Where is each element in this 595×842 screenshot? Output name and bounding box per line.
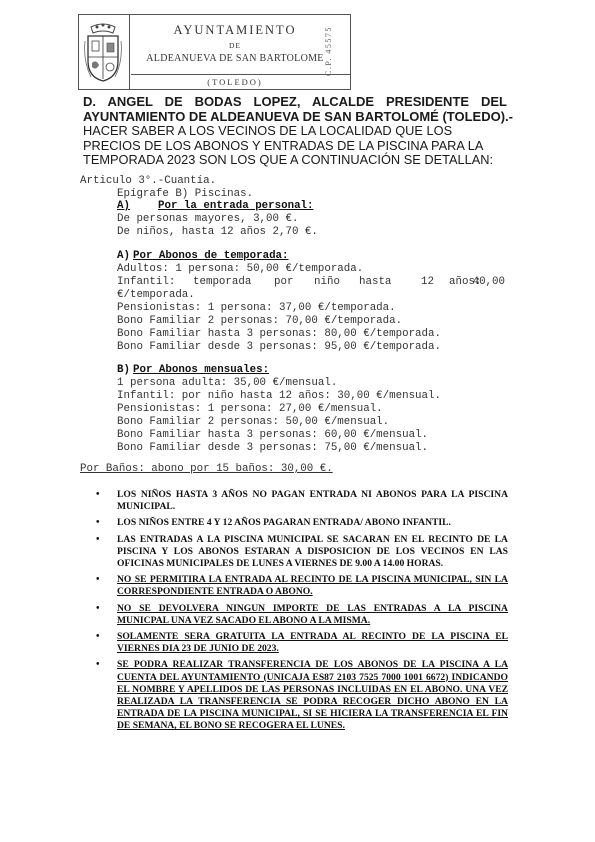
section-temporada-letter: A) (117, 250, 130, 262)
mensual-line: Bono Familiar hasta 3 personas: 60,00 €/mensual. (117, 429, 429, 441)
coat-of-arms-icon (83, 21, 123, 83)
notes-list-item-text: LAS ENTRADAS A LA PISCINA MUNICIPAL SE SACARAN EN EL RECINTO DE LA PISCINA Y LOS ABONOS ESTARAN A DISPOSICION DE LOS VECINOS EN LAS OFICINAS MUNICIPALES DE LUNES A VIERNES DE 9.00 A 14.00 HORAS. (117, 533, 508, 570)
temporada-infantil-word: temporada (193, 276, 252, 288)
temporada-line: Bono Familiar hasta 3 personas: 80,00 €/temporada. (117, 328, 441, 340)
banos-line: Por Baños: abono por 15 baños: 30,00 €. (80, 463, 333, 475)
temporada-line: €/temporada. (117, 289, 195, 301)
header-line-2: AYUNTAMIENTO DE ALDEANUEVA DE SAN BARTOLOMÉ (TOLEDO).- (83, 109, 513, 124)
mensual-line: 1 persona adulta: 35,00 €/mensual. (117, 377, 338, 389)
temporada-infantil-word: 40,00 (472, 276, 505, 288)
temporada-infantil-word: por (274, 276, 294, 288)
temporada-line: Adultos: 1 persona: 50,00 €/temporada. (117, 263, 364, 275)
mensual-line: Bono Familiar desde 3 personas: 75,00 €/mensual. (117, 442, 429, 454)
letterhead-title: AYUNTAMIENTO (173, 23, 297, 37)
notes-list-item (96, 517, 508, 529)
notes-list-item (96, 631, 508, 655)
notes-list-item (96, 534, 508, 571)
bullet-icon: • (96, 602, 100, 614)
bullet-icon: • (96, 659, 100, 671)
notes-list-item-text: NO SE PERMITIRA LA ENTRADA AL RECINTO DE LA PISCINA MUNICIPAL, SIN LA CORRESPONDIENTE ENTRADA O ABONO. (117, 574, 508, 598)
bullet-icon: • (96, 631, 100, 643)
letterhead-divider (129, 15, 130, 89)
notes-list (96, 489, 508, 737)
bullet-icon: • (96, 489, 100, 500)
section-a-letter: A) (117, 200, 130, 212)
section-mensual-title: Por Abonos mensuales: (133, 364, 270, 376)
notes-list-item-text: LOS NIÑOS ENTRE 4 Y 12 AÑOS PAGARAN ENTRADA/ ABONO INFANTIL. (117, 517, 451, 529)
letterhead-town: ALDEANUEVA DE SAN BARTOLOME (146, 53, 324, 64)
notes-list-item (96, 574, 508, 598)
section-a-line: De niños, hasta 12 años 2,70 €. (117, 226, 318, 238)
section-temporada-title: Por Abonos de temporada: (133, 250, 289, 262)
mensual-line: Bono Familiar 2 personas: 50,00 €/mensual. (117, 416, 390, 428)
temporada-line: Pensionistas: 1 persona: 37,00 €/temporada. (117, 302, 396, 314)
letterhead-province: (TOLEDO) (207, 77, 263, 87)
notes-list-item-text: LOS NIÑOS HASTA 3 AÑOS NO PAGAN ENTRADA NI ABONOS PARA LA PISCINA MUNICIPAL. (117, 489, 508, 513)
letterhead-de: DE (229, 41, 241, 50)
letterhead (78, 14, 351, 90)
notes-list-item-text: SE PODRA REALIZAR TRANSFERENCIA DE LOS ABONOS DE LA PISCINA A LA CUENTA DEL AYUNTAMIENTO (UNICAJA ES87 2103 7525 7000 1001 6672) INDICANDO EL NOMBRE Y APELLIDOS DE LAS PERSONAS INCLUIDAS EN EL ABONO. UNA VEZ REALIZADA LA TRANSFERENCIA SE PODRA RECOGER DICHO ABONO EN LA ENTRADA DE LA PISCINA MUNICIPAL, SI SE HICIERA LA TRANSFERENCIA EL FIN DE SEMANA, EL BONO SE RECOGERA EL LUNES. (117, 659, 508, 732)
section-a-title: Por la entrada personal: (158, 200, 314, 212)
temporada-line: Bono Familiar 2 personas: 70,00 €/temporada. (117, 315, 403, 327)
temporada-infantil-word: Infantil: (117, 276, 176, 288)
header-line-1: D. ANGEL DE BODAS LOPEZ, ALCALDE PRESIDENTE DEL (83, 94, 507, 109)
bullet-icon: • (96, 574, 100, 586)
notes-list-item (96, 489, 508, 513)
articulo: Articulo 3°.-Cuantía. (80, 175, 217, 187)
mensual-line: Pensionistas: 1 persona: 27,00 €/mensual. (117, 403, 383, 415)
notes-list-item (96, 603, 508, 627)
temporada-infantil-word: niño (314, 276, 340, 288)
temporada-infantil-word: 12 (421, 276, 434, 288)
mensual-line: Infantil: por niño hasta 12 años: 30,00 €/mensual. (117, 390, 441, 402)
section-mensual-letter: B) (117, 364, 130, 376)
header-body: HACER SABER A LOS VECINOS DE LA LOCALIDAD QUE LOS PRECIOS DE LOS ABONOS Y ENTRADAS DE LA PISCINA PARA LA TEMPORADA 2023 SON LOS QUE A CONTINUACIÓN SE DETALLAN: (83, 123, 494, 167)
temporada-line: Bono Familiar desde 3 personas: 95,00 €/temporada. (117, 341, 441, 353)
section-a-line: De personas mayores, 3,00 €. (117, 213, 299, 225)
temporada-infantil-word: años: (449, 276, 482, 288)
bullet-icon: • (96, 517, 100, 529)
bullet-icon: • (96, 533, 100, 545)
notes-list-item-text: SOLAMENTE SERA GRATUITA LA ENTRADA AL RECINTO DE LA PISCINA EL VIERNES DIA 23 DE JUNIO DE 2023. (117, 631, 508, 655)
postal-code: C.P. 45575 (324, 26, 333, 76)
notes-list-item (96, 659, 508, 732)
epigrafe: Epígrafe B) Piscinas. (117, 188, 254, 200)
letterhead-separator (131, 74, 350, 75)
notes-list-item-text: NO SE DEVOLVERA NINGUN IMPORTE DE LAS ENTRADAS A LA PISCINA MUNICPAL UNA VEZ SACADO EL ABONO A LA MISMA. (117, 602, 508, 626)
temporada-infantil-word: hasta (359, 276, 392, 288)
